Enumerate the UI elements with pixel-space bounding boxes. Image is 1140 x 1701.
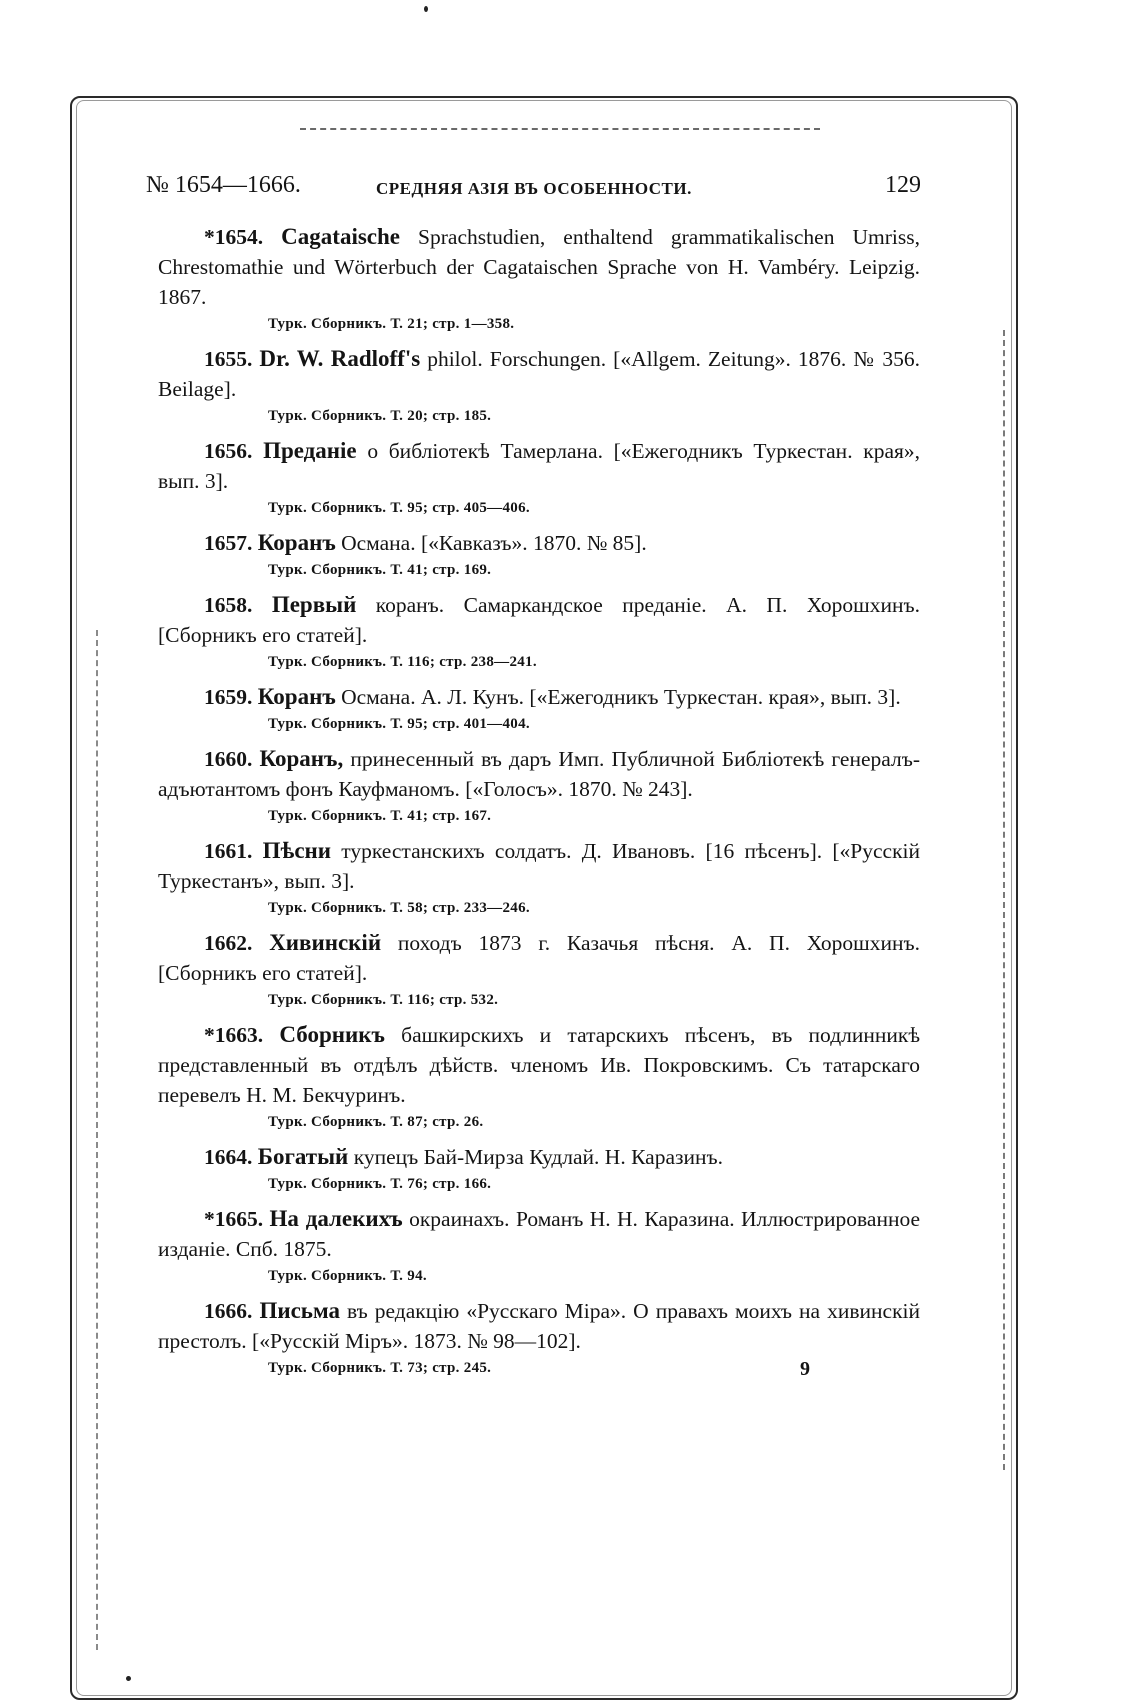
entry-description: башкирскихъ и татарскихъ пѣсенъ, въ подлинникѣ представленный въ отдѣлъ дѣйств. членомъ Ив. Покровскимъ. Съ татарскаго перевелъ Н. М. Бекчуринъ.: [158, 1023, 921, 1107]
entry-reference: Турк. Сборникъ. Т. 76; стр. 166.: [268, 1176, 492, 1192]
entry-headword: Сборникъ: [279, 1022, 385, 1047]
entry-description: походъ 1873 г. Казачья пѣсня. А. П. Хорошхинъ. [Сборникъ его статей].: [158, 931, 920, 985]
entry-number: 1656.: [204, 439, 253, 463]
entry-number: 1660.: [204, 747, 253, 771]
entry-reference: Турк. Сборникъ. Т. 95; стр. 401—404.: [268, 716, 530, 732]
entry-description: Османа. А. Л. Кунъ. [«Ежегодникъ Туркестан. края», вып. 3].: [335, 685, 901, 709]
bibliography-entry: [158, 436, 920, 520]
entry-reference: Турк. Сборникъ. Т. 21; стр. 1—358.: [268, 316, 515, 332]
entry-description: о библіотекѣ Тамерлана. [«Ежегодникъ Туркестан. края», вып. 3].: [158, 439, 920, 493]
entry-headword: Пѣсни: [262, 838, 332, 863]
entry-reference: Турк. Сборникъ. Т. 116; стр. 238—241.: [268, 654, 537, 670]
entry-number: 1666.: [204, 1299, 253, 1323]
entry-number: 1658.: [204, 593, 253, 617]
entry-text: [158, 1020, 920, 1110]
entry-description: туркестанскихъ солдатъ. Д. Ивановъ. [16 пѣсенъ]. [«Русскій Туркестанъ», вып. 3].: [158, 839, 920, 893]
bibliography-entry: [158, 1020, 920, 1134]
bibliography-entry: [158, 222, 920, 336]
entry-headword: Коранъ,: [259, 746, 344, 771]
entry-number: *1665.: [204, 1207, 264, 1231]
running-header: [146, 172, 921, 208]
entry-text: [158, 836, 920, 896]
entry-number: 1659.: [204, 685, 253, 709]
entry-number: 1657.: [204, 531, 253, 555]
entry-description: въ редакцію «Русскаго Міра». О правахъ моихъ на хивинскій престолъ. [«Русскій Міръ». 1873. № 98—102].: [158, 1299, 921, 1353]
bibliography-entry: [158, 928, 920, 1012]
entry-number: *1663.: [204, 1023, 264, 1047]
entry-reference: Турк. Сборникъ. Т. 41; стр. 169.: [268, 562, 492, 578]
top-dashed-rule: [300, 128, 820, 130]
entry-text: [158, 1142, 920, 1172]
bibliography-entry: [158, 528, 920, 582]
entry-text: [158, 344, 920, 404]
bibliography-entry: [158, 344, 920, 428]
entry-reference: Турк. Сборникъ. Т. 73; стр. 245.: [268, 1360, 492, 1376]
entry-number: 1661.: [204, 839, 253, 863]
entry-description: Османа. [«Кавказъ». 1870. № 85].: [335, 531, 647, 555]
entry-headword: Коранъ: [257, 530, 336, 555]
entry-reference: Турк. Сборникъ. Т. 58; стр. 233—246.: [268, 900, 530, 916]
entry-headword: Dr. W. Radloff's: [259, 346, 421, 371]
bibliography-entry: [158, 590, 920, 674]
entry-headword: Преданіе: [263, 438, 357, 463]
top-speck: [424, 6, 428, 12]
entry-reference: Турк. Сборникъ. Т. 94.: [268, 1268, 427, 1284]
bibliography-entry: [158, 682, 920, 736]
entry-headword: Богатый: [257, 1144, 349, 1169]
entry-number: *1654.: [204, 225, 264, 249]
entry-description: Sprachstudien, enthaltend grammatikalischen Umriss, Chrestomathie und Wörterbuch der Cagataischen Sprache von H. Vambéry. Leipzig. 1867.: [158, 225, 920, 309]
entry-number: 1662.: [204, 931, 253, 955]
page-number: 129: [885, 172, 921, 198]
entry-description: принесенный въ даръ Имп. Публичной Библіотекѣ генералъ-адъютантомъ фонъ Кауфманомъ. [«Голосъ». 1870. № 243].: [158, 747, 920, 801]
entry-headword: Хивинскій: [269, 930, 382, 955]
section-title: СРЕДНЯЯ АЗІЯ ВЪ ОСОБЕННОСТИ.: [376, 179, 692, 198]
entry-headword: Первый: [271, 592, 357, 617]
bibliography-entry: [158, 1204, 920, 1288]
entry-reference: Турк. Сборникъ. Т. 20; стр. 185.: [268, 408, 492, 424]
entry-reference: Турк. Сборникъ. Т. 116; стр. 532.: [268, 992, 499, 1008]
entry-description: окраинахъ. Романъ Н. Н. Каразина. Иллюстрированное изданіе. Спб. 1875.: [158, 1207, 921, 1261]
left-dashed-rule: [96, 630, 98, 1650]
entry-text: [158, 682, 920, 712]
entry-text: [158, 928, 920, 988]
entry-headword: Письма: [259, 1298, 340, 1323]
bibliography-entry: [158, 836, 920, 920]
entry-text: [158, 222, 920, 312]
entry-description: коранъ. Самаркандское преданіе. А. П. Хорошхинъ. [Сборникъ его статей].: [158, 593, 920, 647]
entry-headword: Cagataische: [281, 224, 400, 249]
entry-text: [158, 590, 920, 650]
entry-headword: На далекихъ: [269, 1206, 403, 1231]
entry-reference: Турк. Сборникъ. Т. 95; стр. 405—406.: [268, 500, 530, 516]
right-dashed-rule: [1003, 330, 1005, 1470]
entry-range: № 1654—1666.: [146, 172, 301, 198]
bibliography-entry: [158, 744, 920, 828]
entry-headword: Коранъ: [257, 684, 336, 709]
entry-description: philol. Forschungen. [«Allgem. Zeitung». 1876. № 356. Beilage].: [158, 347, 920, 401]
entry-text: [158, 1204, 920, 1264]
entry-text: [158, 744, 920, 804]
bibliography-list: [158, 222, 920, 1388]
entry-reference: Турк. Сборникъ. Т. 87; стр. 26.: [268, 1114, 484, 1130]
printer-signature: 9: [800, 1358, 810, 1380]
entry-number: 1664.: [204, 1145, 253, 1169]
entry-text: [158, 528, 920, 558]
entry-description: купецъ Бай-Мирза Кудлай. Н. Каразинъ.: [348, 1145, 723, 1169]
entry-text: [158, 436, 920, 496]
entry-number: 1655.: [204, 347, 253, 371]
bibliography-entry: [158, 1142, 920, 1196]
entry-reference: Турк. Сборникъ. Т. 41; стр. 167.: [268, 808, 492, 824]
entry-text: [158, 1296, 920, 1356]
